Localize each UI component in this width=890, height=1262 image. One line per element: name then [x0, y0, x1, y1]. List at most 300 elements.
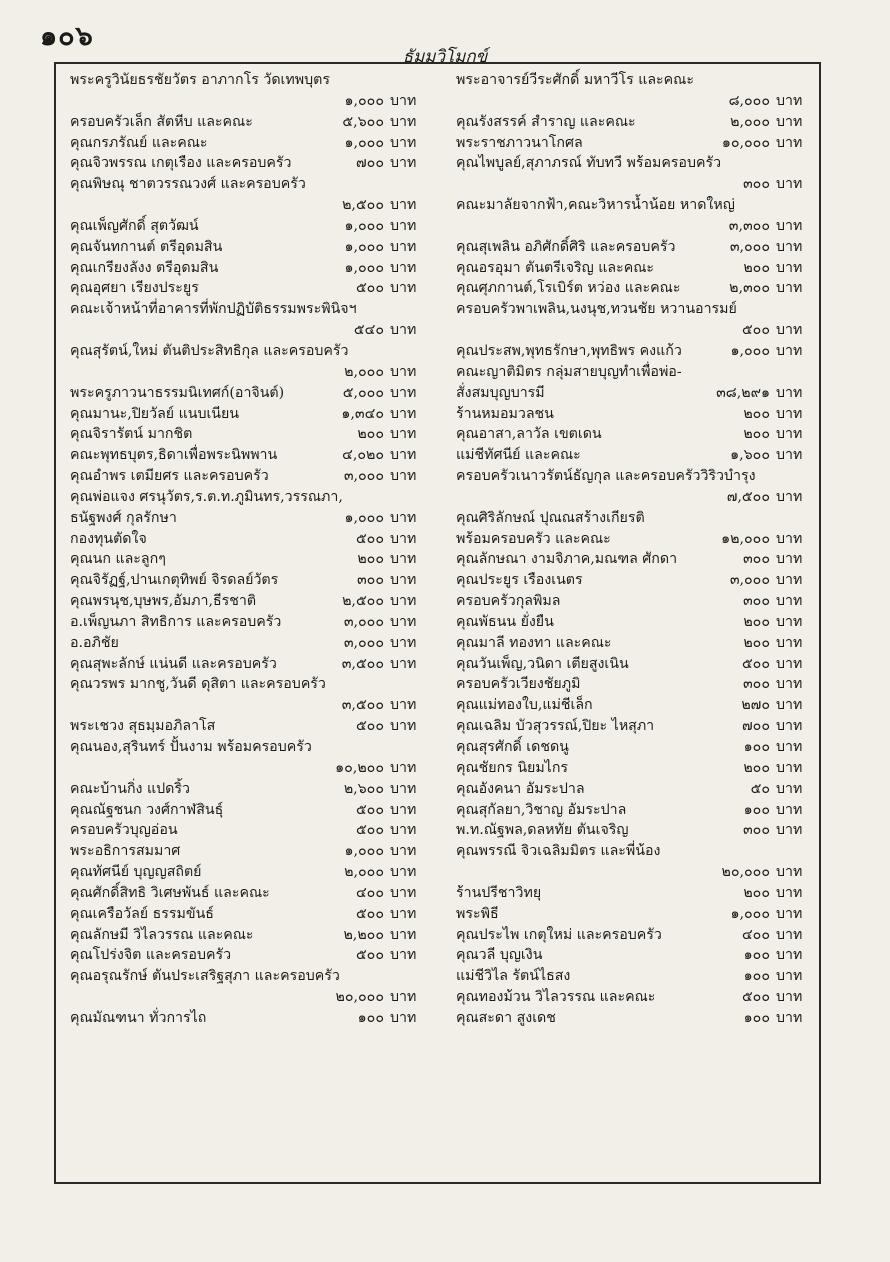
donor-name: คุณชัยกร นิยมไกร: [456, 759, 569, 776]
running-header: ธัมมวิโมกข์: [402, 47, 488, 67]
donor-name: คณะเจ้าหน้าที่อาคารที่พักปฏิบัติธรรมพระพินิจฯ: [70, 301, 357, 318]
donation-row: [70, 508, 420, 529]
donation-row: [70, 591, 420, 612]
donation-row: [456, 278, 806, 299]
donation-row: [70, 758, 420, 779]
currency-unit: บาท: [390, 655, 417, 672]
currency-unit: บาท: [390, 801, 417, 818]
donation-amount: ๓,๐๐๐: [343, 468, 384, 485]
currency-unit: บาท: [776, 655, 803, 672]
currency-unit: บาท: [390, 884, 417, 901]
donation-row: [70, 841, 420, 862]
donation-row: [456, 674, 806, 695]
donation-amount: [756, 466, 826, 487]
donor-name: คุณจิวพรรณ เกตุเรือง และครอบครัว: [70, 155, 292, 172]
donor-name: ครอบครัวเนาวรัตน์ธัญกุล และครอบครัววิริวบำรุง: [456, 468, 756, 485]
donor-name: คุณศิริลักษณ์ ปุณณสร้างเกียรติ: [456, 509, 645, 526]
donor-name: คุณประสพ,พุทธรักษา,พุทธิพร คงแก้ว: [456, 342, 682, 359]
donation-amount: [735, 195, 805, 216]
donation-row: [456, 695, 806, 716]
donor-name: คุณศุภกานต์,โรเบิร์ต หว่อง และคณะ: [456, 280, 681, 297]
donor-name: คุณรังสรรค์ สำราญ และคณะ: [456, 113, 636, 130]
donation-amount: ๒๐๐: [743, 405, 770, 422]
currency-unit: [419, 487, 420, 508]
currency-unit: บาท: [776, 1009, 803, 1026]
donor-name: [70, 695, 314, 716]
donation-amount: ๒๐,๐๐๐: [721, 864, 770, 881]
donation-row: [70, 987, 420, 1008]
donor-name: ครอบครัวพาเพลิน,นงนุช,ทวนชัย หวานอารมย์: [456, 301, 737, 318]
donor-name: [70, 195, 314, 216]
currency-unit: บาท: [390, 155, 417, 172]
donation-row: [456, 925, 806, 946]
donation-amount: ๑,๐๐๐: [344, 92, 384, 109]
donation-row: [456, 591, 806, 612]
currency-unit: [390, 737, 420, 758]
currency-unit: บาท: [390, 613, 417, 630]
donation-amount: ๔๐๐: [741, 926, 770, 943]
donor-name: พระอาจารย์วีระศักดิ์ มหาวีโร และคณะ: [456, 72, 694, 88]
donor-name: คุณลักษณา งามจิภาค,มณฑล ศักดา: [456, 551, 678, 568]
currency-unit: บาท: [390, 864, 417, 881]
donation-row: [70, 383, 420, 404]
donation-row: [70, 695, 420, 716]
currency-unit: บาท: [390, 197, 417, 214]
donation-amount: ๑,๐๐๐: [344, 134, 384, 151]
donation-amount: ๕,๖๐๐: [342, 113, 384, 130]
donation-row: [70, 612, 420, 633]
donor-name: คุณวันเพ็ญ,วนิดา เตียสูงเนิน: [456, 655, 629, 672]
donation-amount: ๓,๐๐๐: [343, 634, 384, 651]
donor-name: คุณทัศนีย์ บุญญสถิตย์: [70, 864, 202, 881]
donation-amount: [700, 508, 770, 529]
currency-unit: บาท: [390, 259, 417, 276]
donation-amount: ๒,๖๐๐: [343, 780, 384, 797]
donation-amount: ๑,๐๐๐: [344, 259, 384, 276]
donation-amount: ๔,๐๒๐: [342, 447, 384, 464]
currency-unit: บาท: [390, 134, 417, 151]
donation-amount: ๒๐,๐๐๐: [335, 989, 384, 1006]
donation-amount: ๑๐,๐๐๐: [721, 134, 770, 151]
donation-amount: ๓,๐๐๐: [343, 613, 384, 630]
donor-name: ครอบครัวบุญอ่อน: [70, 822, 178, 839]
donation-amount: ๕๐๐: [355, 718, 384, 735]
donor-name: [456, 91, 700, 112]
donor-name: คุณมัณฑนา ทั่วการไถ: [70, 1009, 207, 1026]
donation-amount: [700, 841, 770, 862]
donation-row: [456, 320, 806, 341]
currency-unit: บาท: [776, 530, 803, 547]
donation-row: [70, 862, 420, 883]
donation-row: [456, 570, 806, 591]
donation-row: [456, 404, 806, 425]
donation-amount: ๑๐๐: [357, 1009, 384, 1026]
donation-amount: ๕๐๐: [355, 280, 384, 297]
donation-row: [456, 716, 806, 737]
donor-name: [70, 758, 314, 779]
donation-row: [456, 987, 806, 1008]
donor-name: [456, 320, 700, 341]
donor-name: พระเชวง สุธมฺมอภิลาโส: [70, 718, 216, 735]
donation-amount: ๓๐๐: [742, 822, 770, 839]
donation-amount: ๒๐๐: [743, 259, 770, 276]
donor-name: [70, 362, 314, 383]
currency-unit: บาท: [776, 426, 803, 443]
donation-row: [456, 737, 806, 758]
currency-unit: บาท: [390, 780, 417, 797]
currency-unit: บาท: [776, 822, 803, 839]
donor-name: แม่ชีทัศนีย์ และคณะ: [456, 447, 581, 464]
donation-row: [456, 883, 806, 904]
donation-amount: ๒,๐๐๐: [730, 113, 770, 130]
currency-unit: บาท: [776, 572, 803, 589]
donation-row: [70, 424, 420, 445]
donation-row: [456, 195, 806, 216]
donation-row: [456, 612, 806, 633]
donation-amount: ๑๒,๐๐๐: [721, 530, 770, 547]
donation-row: [70, 112, 420, 133]
donor-name: [456, 174, 700, 195]
donor-name: คุณวลี บุญเงิน: [456, 947, 543, 964]
donation-amount: ๓๐๐: [742, 176, 770, 193]
donation-amount: ๒๐๐: [357, 551, 384, 568]
donor-name: คุณแม่ทองใบ,แม่ชีเล็ก: [456, 697, 593, 714]
donor-name: คุณพรรณี จิวเฉลิมมิตร และพี่น้อง: [456, 843, 661, 860]
currency-unit: บาท: [776, 634, 803, 651]
donation-row: [456, 841, 806, 862]
donor-name: พระพิธี: [456, 905, 499, 922]
currency-unit: บาท: [776, 676, 803, 693]
donation-amount: ๒๗๐: [741, 697, 770, 714]
donor-name: คุณอรุณรักษ์ ตันประเสริฐสุภา และครอบครัว: [70, 968, 340, 985]
donor-name: พระอธิการสมมาศ: [70, 843, 181, 860]
currency-unit: บาท: [776, 176, 803, 193]
donation-amount: ๓,๐๐๐: [729, 238, 770, 255]
donation-row: [70, 445, 420, 466]
currency-unit: บาท: [776, 217, 803, 234]
currency-unit: บาท: [390, 468, 417, 485]
donation-row: [456, 529, 806, 550]
donation-amount: ๓,๐๐๐: [729, 572, 770, 589]
donor-name: คุณสุพะลักษ์ แน่นดี และครอบครัว: [70, 655, 277, 672]
currency-unit: บาท: [390, 634, 417, 651]
donor-name: ครอบครัวเวียงชัยภูมิ: [456, 676, 581, 693]
donation-row: [456, 362, 806, 383]
donation-row: [456, 633, 806, 654]
donation-row: [456, 112, 806, 133]
donation-row: [70, 216, 420, 237]
donation-row: [456, 424, 806, 445]
donation-row: [70, 70, 420, 91]
donor-name: คุณพรนุช,บุษพร,อัมภา,ธีรชาติ: [70, 593, 257, 610]
currency-unit: บาท: [776, 718, 803, 735]
donor-name: คุณอังคนา อัมระปาล: [456, 780, 585, 797]
donor-name: คุณเฉลิม บัวสุวรรณ์,ปิยะ ไหสุภา: [456, 718, 655, 735]
donor-name: คุณวรพร มากชู,วันดี ดุสิตา และครอบครัว: [70, 676, 326, 693]
currency-unit: บาท: [390, 926, 417, 943]
currency-unit: บาท: [776, 113, 803, 130]
donation-amount: ๑,๐๐๐: [344, 217, 384, 234]
donor-name: คุณอำพร เตมียศร และครอบครัว: [70, 468, 269, 485]
donor-name: คุณจิรัฏฐ์,ปานเกตุทิพย์ จิรดลย์วัตร: [70, 572, 279, 589]
donor-name: [456, 862, 700, 883]
donor-name: [456, 487, 700, 508]
donation-amount: ๕๐๐: [355, 801, 384, 818]
donation-amount: ๓๐๐: [742, 551, 770, 568]
donor-name: คุณลักษมี วิไลวรรณ และคณะ: [70, 926, 254, 943]
donor-list-right: [456, 70, 806, 1029]
donor-name: คุณประยูร เรืองเนตร: [456, 572, 583, 589]
donation-amount: ๓๘,๒๙๑: [716, 384, 770, 401]
donor-name: คุณเกรียงลังง ตรีอุดมสิน: [70, 259, 219, 276]
donor-name: พระราชภาวนาโกศล: [456, 134, 583, 151]
currency-unit: บาท: [776, 92, 803, 109]
currency-unit: บาท: [390, 217, 417, 234]
donation-amount: ๓๐๐: [356, 572, 384, 589]
donor-name: ธนัฐพงศ์ กุลรักษา: [70, 509, 177, 526]
donation-amount: ๒๐๐: [743, 759, 770, 776]
donation-row: [70, 91, 420, 112]
currency-unit: บาท: [776, 280, 803, 297]
donation-row: [456, 70, 806, 91]
currency-unit: บาท: [390, 92, 417, 109]
donation-amount: ๑๐๐: [743, 801, 770, 818]
donation-amount: ๗๐๐: [742, 718, 770, 735]
donation-row: [456, 820, 806, 841]
donation-row: [70, 966, 420, 987]
donation-amount: ๕๐: [750, 780, 770, 797]
donation-amount: [314, 174, 384, 195]
donor-name: พร้อมครอบครัว และคณะ: [456, 530, 611, 547]
donation-amount: ๑,๐๐๐: [344, 509, 384, 526]
donor-name: ครอบครัวกุลพิมล: [456, 593, 561, 610]
donation-row: [456, 133, 806, 154]
currency-unit: บาท: [390, 759, 417, 776]
donor-name: ร้านหมอมวลชน: [456, 405, 554, 422]
donor-name: คุณสุรัตน์,ใหม่ ตันติประสิทธิกุล และครอบครัว: [70, 342, 349, 359]
donor-name: คุณเครือวัลย์ ธรรมขันธ์: [70, 905, 214, 922]
currency-unit: บาท: [776, 551, 803, 568]
donation-row: [70, 299, 420, 320]
donation-row: [456, 904, 806, 925]
donation-amount: ๑,๐๐๐: [344, 238, 384, 255]
currency-unit: บาท: [776, 134, 803, 151]
currency-unit: บาท: [776, 905, 803, 922]
donation-amount: ๑,๖๐๐: [730, 447, 770, 464]
currency-unit: บาท: [390, 822, 417, 839]
donor-name: [70, 91, 314, 112]
donation-row: [70, 820, 420, 841]
donor-name: คุณประไพ เกตุใหม่ และครอบครัว: [456, 926, 662, 943]
donation-row: [70, 258, 420, 279]
donor-name: คุณสุกัลยา,วิชาญ อัมระปาล: [456, 801, 627, 818]
currency-unit: [776, 362, 806, 383]
donation-row: [70, 237, 420, 258]
donor-name: อ.เพ็ญนภา สิทธิการ และครอบครัว: [70, 613, 282, 630]
donation-row: [70, 925, 420, 946]
donor-name: คณะบ้านกิ่ง แปดริ้ว: [70, 780, 190, 797]
donor-name: คณะมาลัยจากฟ้า,คณะวิหารน้ำน้อย หาดใหญ่: [456, 197, 735, 214]
donor-name: คุณสะดา สูงเดช: [456, 1009, 556, 1026]
donation-row: [70, 487, 420, 508]
donor-name: [70, 320, 314, 341]
donation-amount: ๕๐๐: [741, 989, 770, 1006]
donation-row: [456, 153, 806, 174]
donation-amount: ๕๐๐: [741, 655, 770, 672]
donor-name: ร้านปรีชาวิทยุ: [456, 884, 542, 901]
donation-amount: ๕,๐๐๐: [342, 384, 384, 401]
currency-unit: บาท: [390, 718, 417, 735]
currency-unit: บาท: [776, 780, 803, 797]
donation-row: [70, 549, 420, 570]
currency-unit: บาท: [776, 697, 803, 714]
currency-unit: บาท: [390, 1009, 417, 1026]
donation-amount: ๑๐๐: [743, 968, 770, 985]
donor-name: คุณพิษณุ ชาตวรรณวงศ์ และครอบครัว: [70, 176, 306, 193]
donation-amount: ๕๐๐: [355, 822, 384, 839]
currency-unit: บาท: [390, 384, 417, 401]
donation-amount: [343, 487, 413, 508]
donation-row: [456, 945, 806, 966]
donor-name: คุณนอง,สุรินทร์ ปั้นงาม พร้อมครอบครัว: [70, 739, 312, 755]
donation-row: [70, 674, 420, 695]
donation-row: [70, 529, 420, 550]
donor-name: คณะญาติมิตร กลุ่มสายบุญทำเพื่อพ่อ-: [456, 363, 682, 380]
donation-row: [70, 737, 420, 758]
donation-row: [70, 195, 420, 216]
currency-unit: บาท: [776, 989, 803, 1006]
donation-amount: ๒,๒๐๐: [343, 926, 384, 943]
donor-name: คุณสุรศักดิ์ เดชดนู: [456, 739, 569, 755]
donor-name: อ.อภิชัย: [70, 634, 119, 651]
donation-amount: ๒๐๐: [743, 426, 770, 443]
donation-amount: ๕๐๐: [355, 947, 384, 964]
donor-name: สั่งสมบุญบารมี: [456, 384, 545, 401]
donation-amount: ๑๐,๒๐๐: [335, 759, 384, 776]
donation-row: [456, 466, 806, 487]
currency-unit: บาท: [776, 593, 803, 610]
donor-name: คุณกรภรัณย์ และคณะ: [70, 134, 208, 151]
donation-row: [70, 904, 420, 925]
currency-unit: บาท: [390, 405, 417, 422]
currency-unit: บาท: [776, 884, 803, 901]
donation-amount: ๒๐๐: [357, 426, 384, 443]
donation-amount: ๒,๐๐๐: [344, 864, 384, 881]
donation-row: [70, 174, 420, 195]
donor-name: คุณอาสา,ลาวัล เขตเดน: [456, 426, 602, 443]
donation-row: [456, 487, 806, 508]
donation-amount: ๒,๕๐๐: [342, 197, 384, 214]
donor-name: [456, 216, 700, 237]
donation-row: [456, 1008, 806, 1029]
donation-row: [456, 862, 806, 883]
donation-row: [70, 404, 420, 425]
donor-name: [70, 987, 314, 1008]
currency-unit: [402, 674, 420, 695]
currency-unit: บาท: [390, 426, 417, 443]
donation-row: [70, 320, 420, 341]
donor-name: คุณอรอุมา ตันตรีเจริญ และคณะ: [456, 259, 655, 276]
donor-name: ครอบครัวเล็ก สัตหีบ และคณะ: [70, 113, 253, 130]
donor-name: คุณสุเพลิน อภิศักดิ์ศิริ และครอบครัว: [456, 238, 676, 255]
donation-amount: [330, 70, 400, 91]
donation-amount: ๑๐๐: [743, 1009, 770, 1026]
donation-row: [456, 216, 806, 237]
donor-name: คุณจันทกานต์ ตรีอุดมสิน: [70, 238, 223, 255]
donation-amount: ๕๐๐: [355, 530, 384, 547]
currency-unit: บาท: [390, 280, 417, 297]
currency-unit: [416, 966, 420, 987]
currency-unit: บาท: [390, 572, 417, 589]
currency-unit: บาท: [390, 843, 417, 860]
donor-name: คุณมานะ,ปิยวัลย์ แนบเนียน: [70, 405, 240, 422]
currency-unit: [776, 841, 806, 862]
donation-amount: ๕๐๐: [355, 905, 384, 922]
donation-amount: ๓,๓๐๐: [728, 217, 770, 234]
donor-name: คุณอุศยา เรียงประยูร: [70, 280, 199, 297]
currency-unit: บาท: [776, 238, 803, 255]
donation-amount: ๑๐๐: [743, 739, 770, 755]
donor-name: คุณไพบูลย์,สุภาภรณ์ ทับทวี พร้อมครอบครัว: [456, 155, 722, 172]
donation-row: [456, 258, 806, 279]
donation-row: [456, 779, 806, 800]
donation-amount: [700, 362, 770, 383]
donation-amount: ๓,๕๐๐: [341, 655, 384, 672]
donation-amount: ๒,๐๐๐: [344, 363, 384, 380]
currency-unit: บาท: [390, 551, 417, 568]
donation-row: [70, 654, 420, 675]
currency-unit: บาท: [776, 447, 803, 464]
donation-amount: ๑,๐๐๐: [344, 843, 384, 860]
donor-name: คุณโปร่งจิต และครอบครัว: [70, 947, 232, 964]
donation-row: [456, 341, 806, 362]
currency-unit: บาท: [776, 801, 803, 818]
donation-amount: [357, 299, 427, 320]
donation-row: [456, 237, 806, 258]
donation-row: [70, 466, 420, 487]
donation-amount: ๒,๓๐๐: [729, 280, 770, 297]
donation-row: [456, 299, 806, 320]
donor-name: พระครูวินัยธรชัยวัตร อาภากโร วัดเทพบุตร: [70, 72, 330, 88]
donation-row: [456, 174, 806, 195]
currency-unit: [390, 174, 420, 195]
currency-unit: [797, 153, 806, 174]
donation-amount: [737, 299, 807, 320]
currency-unit: บาท: [776, 405, 803, 422]
currency-unit: บาท: [390, 509, 417, 526]
donation-amount: ๗๐๐: [356, 155, 384, 172]
donation-amount: [314, 737, 384, 758]
donor-list-left: [70, 70, 420, 1029]
donation-amount: [721, 153, 791, 174]
currency-unit: บาท: [390, 447, 417, 464]
donor-name: คุณศักดิ์สิทธิ วิเศษพันธ์ และคณะ: [70, 884, 270, 901]
donation-row: [456, 383, 806, 404]
donation-row: [456, 445, 806, 466]
currency-unit: บาท: [776, 488, 803, 505]
donation-amount: ๔๐๐: [355, 884, 384, 901]
donor-name: คณะพุทธบุตร,ธิดาเพื่อพระนิพพาน: [70, 447, 278, 464]
donation-row: [456, 549, 806, 570]
donation-amount: ๑,๐๐๐: [730, 905, 770, 922]
donation-row: [456, 91, 806, 112]
currency-unit: บาท: [776, 259, 803, 276]
donation-row: [70, 153, 420, 174]
donation-amount: ๑๐๐: [743, 947, 770, 964]
donation-row: [70, 362, 420, 383]
donation-row: [456, 508, 806, 529]
donation-amount: ๗,๕๐๐: [726, 488, 770, 505]
